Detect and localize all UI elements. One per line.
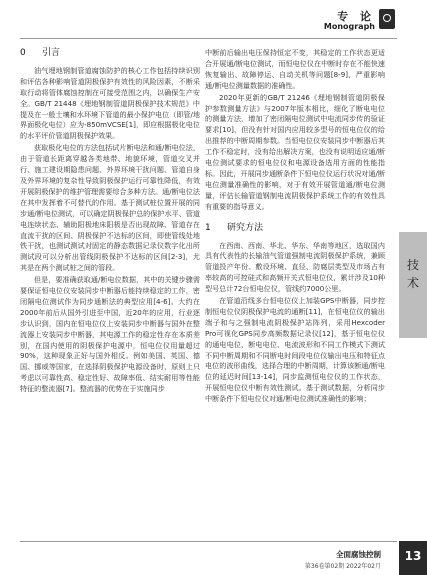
- issue-info: 第36卷第02期 2022年02月: [304, 563, 381, 570]
- right-column: [205, 48, 385, 406]
- paragraph: 获取极化电位的方法包括试片断电法和通/断电位法，由于管道长距离穿越各类地带、地貌环境，管道交叉并行、施工建设期隐患问题、外界环境干扰问题、管道自身及外界环境的复杂性导致阴极保护运行可靠性降低，有效开展阴极保护的维护管理需要综合多种方法。通/断电位法在其中发挥着不可替代的作用。基于测试桩位置开展的同步通/断电位测试，可以确定阴极保护总的保护水平、管道电连续状态、辅助阳极地床阳极是否出现故障、管道存在直流干扰的区间、阴极保护不达标的区间，即使管线处地铁干扰，也测试测试对固定的静态数据记录仪数字化出所测试段可以分析出管线阴极保护不达标的区间[2-3]，尤其是在两个测试桩之间的管段。: [20, 143, 200, 273]
- section-title: 引言: [42, 48, 61, 58]
- paragraph: 但是，要准确获取通/断电位数据，其中的关键步骤需要保证恒电位仪安装同步中断器后能持续稳定的工作，密闭隔电位测试作为同步通断法的典型应用[4-6]。大约在2000年前后从国外引进至中国，近20年的应用，行业逐步认识到，国内在恒电位仪上安装同步中断器与国外在整流器上安装同步中断器，其电源工作的稳定性存在本质差别，在国内使用的阴极保护电源中，恒电位仪用量超过90%，这种现象正好与国外相反。例如美国、英国、德国、挪威等国家，在选择阴极保护电源设备时，原则上只考虑以可靠性高、稳定性好、故障率低、结实耐用等性能特征的整流器[7]。整流器的优势在于实施同步: [20, 275, 200, 394]
- section-tab-label: 技术: [406, 258, 419, 290]
- section-tab: [399, 232, 427, 338]
- page-number: 13: [399, 541, 427, 575]
- left-column: [20, 48, 200, 396]
- journal-logo-icon: [379, 9, 395, 29]
- page-header: [0, 0, 427, 40]
- section-number: 0: [20, 48, 26, 58]
- paragraph: 油气埋地钢制管道腐蚀防护的核心工作包括持续识别和评估各种影响管道阴极保护有效性的风险因素，不断采取行动将管体腐蚀控制在可接受范围之内，以确保生产安全。GB/T 21448《埋地钢制管道阴极保护技术规范》中提及在一般土壤和水环境下管道的最小保护电位（即管/地界面极化电位）应为-850mVCSE[1]，即应根据极化电位的水平评价管道阴极保护效果。: [20, 65, 200, 141]
- section-number: 1: [205, 222, 211, 233]
- page-footer: [0, 541, 427, 575]
- journal-name: 全面腐蚀控制: [336, 550, 381, 559]
- paragraph: 2020年更新的GB/T 21246《埋地钢制管道阴极保护参数测量方法》与2007年版本相比，细化了断电电位的测量方法，增加了密闭隔电位测试中电流同步传的验证要求[10]，但没有针对国内应用较多型号的恒电位仪的给出推荐的中断周期参数。当恒电位仪安装同步中断器后其工作不稳定时，没有给出解决方案，也没有说明适应通/断电位测试要求的恒电位仪和电源设备选用方面的性能指标。因此，开展同步通断条件下恒电位仪运行状况对通/断电位测量准确性的影响，对于有效开展管道通/断电位测量，评估长输管道钢制电流阴极保护系统工作的有效性具有重要的指导意义。: [205, 92, 385, 211]
- paragraph: 在西南、西南、华北、华东、华南等地区，选取国内具有代表性的长输油气管道强制电流阴极保护系统，兼顾管道投产年份、敷设环境、直径、防腐层类型及市场占有率较高的可控硅式和高频开关式恒电位仪，累计涉及10种型号总计72台恒电位仪，管线约7000公里。: [205, 240, 385, 294]
- column-title: 专 论: [337, 10, 375, 23]
- paragraph: 在管道沿线多台恒电位仪上加装GPS中断器，同步控制恒电位仪阴极保护电流的通断[11]，在恒电位仪的输出端子和与之强制电流阴极保护站阵列，采用Hexcoder Pro可视化GPS同步高频数据记录仪[12]，基于恒电位仪的通电电位、断电电位、电流波形和不同工作模式下测试不同中断周期和不同断电时间段电位仪输出电压和特征点电位的波形曲线，选择合理的中断周期，计算该断通/断电位的延迟时间[13-14]，同步监测恒电位仪的工作状态，开展恒电位仪中断有效性测试。基于测试数据，分析同步中断条件下恒电位仪对通/断电位测试准确性的影响；: [205, 296, 385, 404]
- section-heading-intro: [20, 48, 200, 59]
- footer-divider: [20, 541, 397, 542]
- section-heading-methods: [205, 223, 385, 234]
- section-title: 研究方法: [227, 222, 264, 233]
- column-title-en: Monograph: [323, 22, 375, 31]
- header-divider: [20, 38, 397, 39]
- paragraph: 中断前后输出电压保持恒定不变，其稳定的工作状态更适合开展通/断电位测试，而恒电位仪在中断时存在不能快速恢复输出、故障停运、自动关机等问题[8-9]，严重影响通/断电位测量数据的准确性。: [205, 48, 385, 90]
